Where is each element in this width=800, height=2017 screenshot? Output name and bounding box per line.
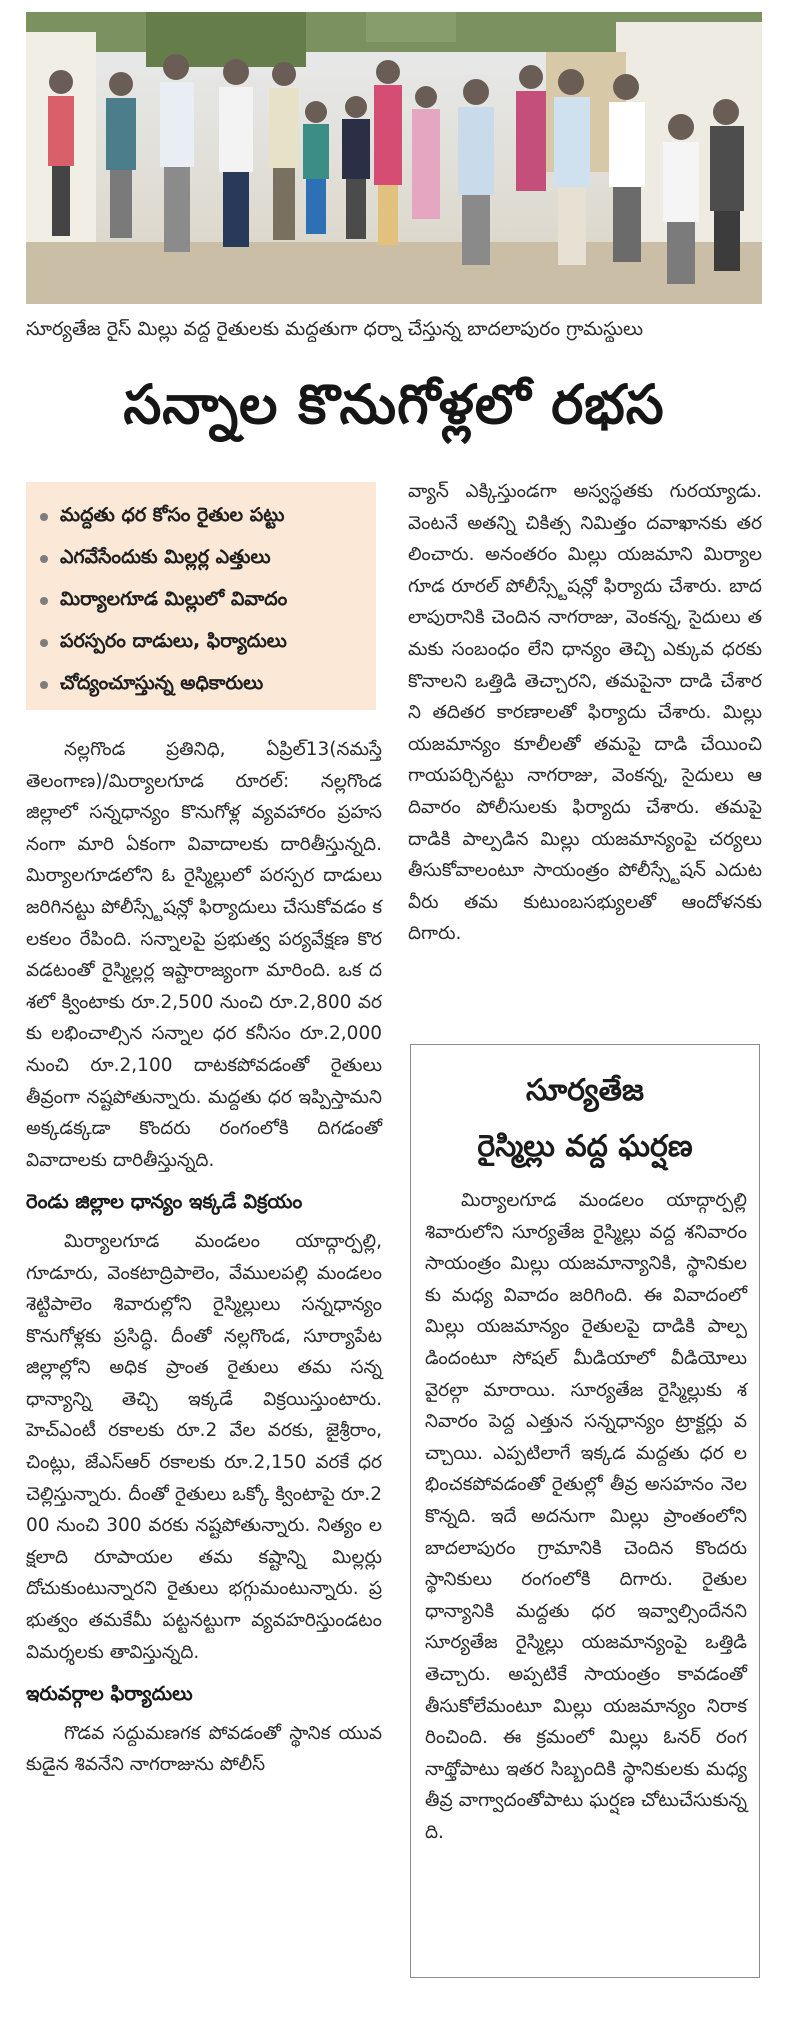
box-title-line2: రైస్మిల్లు వద్ద ఘర్షణ [477,1129,693,1164]
highlight-text: ఎగవేసేందుకు మిల్లర్ల ఎత్తులు [60,545,271,568]
body-paragraph: మిర్యాలగూడ మండలం యాద్గార్పల్లి, గూడూరు, వెంకటాద్రిపాలెం, వేములపల్లి మండలం శెట్టిపాలెం శివారుల్లోని రైస్మిల్లులు సన్నధాన్యం కొనుగోళ్లకు ప్రసిద్ధి. దీంతో నల్లగొండ, సూర్యాపేట జిల్లాల్లోని అధిక ప్రాంత రైతులు తమ సన్నధాన్యాన్ని తెచ్చి ఇక్కడే విక్రయిస్తుంటారు. హెచ్ఎంటీ రకాలకు రూ.2 వేల వరకు, జైశ్రీరాం, చింట్లు, జేఎస్ఆర్ రకాలకు రూ.2,150 వరకే ధర చెల్లిస్తున్నారు. దీంతో రైతులు ఒక్కో క్వింటాపై రూ.200 నుంచి 300 వరకు నష్టపోతున్నారు. నిత్యం లక్షలాది రూపాయల తమ కష్టాన్ని మిల్లర్లు దోచుకుంటున్నారని రైతులు భగ్గుమంటున్నారు. ప్రభుత్వం తమకేమీ పట్టనట్టుగా వ్యవహరిస్తుండటం విమర్శలకు తావిస్తున్నది. [26,1230,382,1663]
subheading: ఇరువర్గాల ఫిర్యాదులు [26,1682,193,1706]
bullet-icon [40,681,48,689]
headline: సన్నాల కొనుగోళ్లలో రభస [123,373,665,436]
photo-caption: సూర్యతేజ రైస్ మిల్లు వద్ద రైతులకు మద్దతుగా ధర్నా చేస్తున్న బాదలాపురం గ్రామస్థులు [26,318,644,340]
highlight-text: చోద్యంచూస్తున్న అధికారులు [60,671,264,694]
right-column [408,476,762,950]
highlight-item [40,622,366,664]
body-paragraph: నల్లగొండ ప్రతినిధి, ఏప్రిల్13(నమస్తే తెలంగాణ)/మిర్యాలగూడ రూరల్: నల్లగొండ జిల్లాలో సన్నధాన్యం కొనుగోళ్ల వ్యవహారం ప్రహసనంగా మారి ఏకంగా వివాదాలకు దారితీస్తున్నది. మిర్యాలగూడలోని ఓ రైస్మిల్లులో పరస్పర దాడులు జరిగినట్టు పోలీస్స్టేషన్లో ఫిర్యాదులు చేసుకోవడం కలకలం రేపింది. సన్నాలపై ప్రభుత్వ పర్యవేక్షణ కొరవడటంతో రైస్మిల్లర్ల ఇష్టారాజ్యంగా మారింది. ఒక దశలో క్వింటాకు రూ.2,500 నుంచి రూ.2,800 వరకు లభించాల్సిన సన్నాల ధర కనీసం రూ.2,000 నుంచి రూ.2,100 దాటకపోవడంతో రైతులు తీవ్రంగా నష్టపోతున్నారు. మద్దతు ధర ఇప్పిస్తామని అక్కడక్కడా కొందరు రంగంలోకి దిగడంతో వివాదాలకు దారితీస్తున్నది. [26,739,382,1171]
box-title-line1: సూర్యతేజ [526,1073,644,1108]
box-body [425,1185,747,1848]
news-photo [26,12,762,304]
left-column [26,734,382,1781]
bullet-icon [40,639,48,647]
body-paragraph: వ్యాన్ ఎక్కిస్తుండగా అస్వస్థతకు గురయ్యాడు. వెంటనే అతన్ని చికిత్స నిమిత్తం దవాఖానకు తరలించారు. అనంతరం మిల్లు యజమాని మిర్యాలగూడ రూరల్ పోలీస్స్టేషన్లో ఫిర్యాదు చేశారు. బాదలాపురానికి చెందిన నాగరాజు, వెంకన్న, సైదులు తమకు సంబంధం లేని ధాన్యం తెచ్చి ఎక్కువ ధరకు కొనాలని ఒత్తిడి తెచ్చారని, తమపైనా దాడి చేశారని తదితర కారణాలతో ఫిర్యాదు చేశారు. మిల్లు యజమాన్యం కూలీలతో తమపై దాడి చేయించి గాయపర్చినట్టు నాగరాజు, వెంకన్న, సైదులు ఆదివారం పోలీసులకు ఫిర్యాదు చేశారు. తమపై దాడికి పాల్పడిన మిల్లు యజమాన్యంపై చర్యలు తీసుకోవాలంటూ సాయంత్రం పోలీస్స్టేషన్ ఎదుట వీరు తమ కుటుంబసభ్యులతో ఆందోళనకు దిగారు. [408,481,762,945]
highlight-item [40,538,366,580]
bullet-icon [40,597,48,605]
highlight-text: మిర్యాలగూడ మిల్లులో వివాదం [60,587,288,610]
bullet-icon [40,555,48,563]
highlight-item [40,664,366,706]
body-paragraph: మిర్యాలగూడ మండలం యాద్గార్పల్లి శివారులోని సూర్యతేజ రైస్మిల్లు వద్ద శనివారం సాయంత్రం మిల్లు యజమాన్యానికి, స్థానికులకు మధ్య వివాదం జరిగింది. ఈ వివాదంలో మిల్లు యజమాన్యం రైతులపై దాడికి పాల్పడిందంటూ సోషల్ మీడియాలో వీడియోలు వైరల్గా మారాయి. సూర్యతేజ రైస్మిల్లుకు శనివారం పెద్ద ఎత్తున సన్నధాన్యం ట్రాక్టర్లు వచ్చాయి. ఎప్పటిలాగే ఇక్కడ మద్దతు ధర లభించకపోవడంతో రైతుల్లో తీవ్ర అసహనం నెలకొన్నది. ఇదే అదనుగా మిల్లు ప్రాంతంలోని బాదలాపురం గ్రామానికి చెందిన కొందరు స్థానికులు రంగంలోకి దిగారు. రైతుల ధాన్యానికి మద్దతు ధర ఇవ్వాల్సిందేనని సూర్యతేజ రైస్మిల్లు యజమాన్యంపై ఒత్తిడి తెచ్చారు. అప్పటికే సాయంత్రం కావడంతో తీసుకోలేమంటూ మిల్లు యజమాన్యం నిరాకరించింది. ఈ క్రమంలో మిల్లు ఓనర్ రంగనాథ్తోపాటు ఇతర సిబ్బందికి స్థానికులకు మధ్య తీవ్ర వాగ్వాదంతోపాటు ఘర్షణ చోటుచేసుకున్నది. [425,1190,747,1843]
highlight-text: పరస్పరం దాడులు, ఫిర్యాదులు [60,629,287,652]
subheading: రెండు జిల్లాల ధాన్యం ఇక్కడే విక్రయం [26,1190,303,1214]
highlights-box [26,482,376,710]
highlight-item [40,580,366,622]
sidebar-story-box [410,1044,760,1978]
bullet-icon [40,513,48,521]
highlight-item [40,496,366,538]
body-paragraph: గొడవ సద్దుమణగక పోవడంతో స్థానిక యువకుడైన శివనేని నాగరాజును పోలీస్ [26,1722,382,1776]
highlight-text: మద్దతు ధర కోసం రైతుల పట్టు [60,503,285,526]
